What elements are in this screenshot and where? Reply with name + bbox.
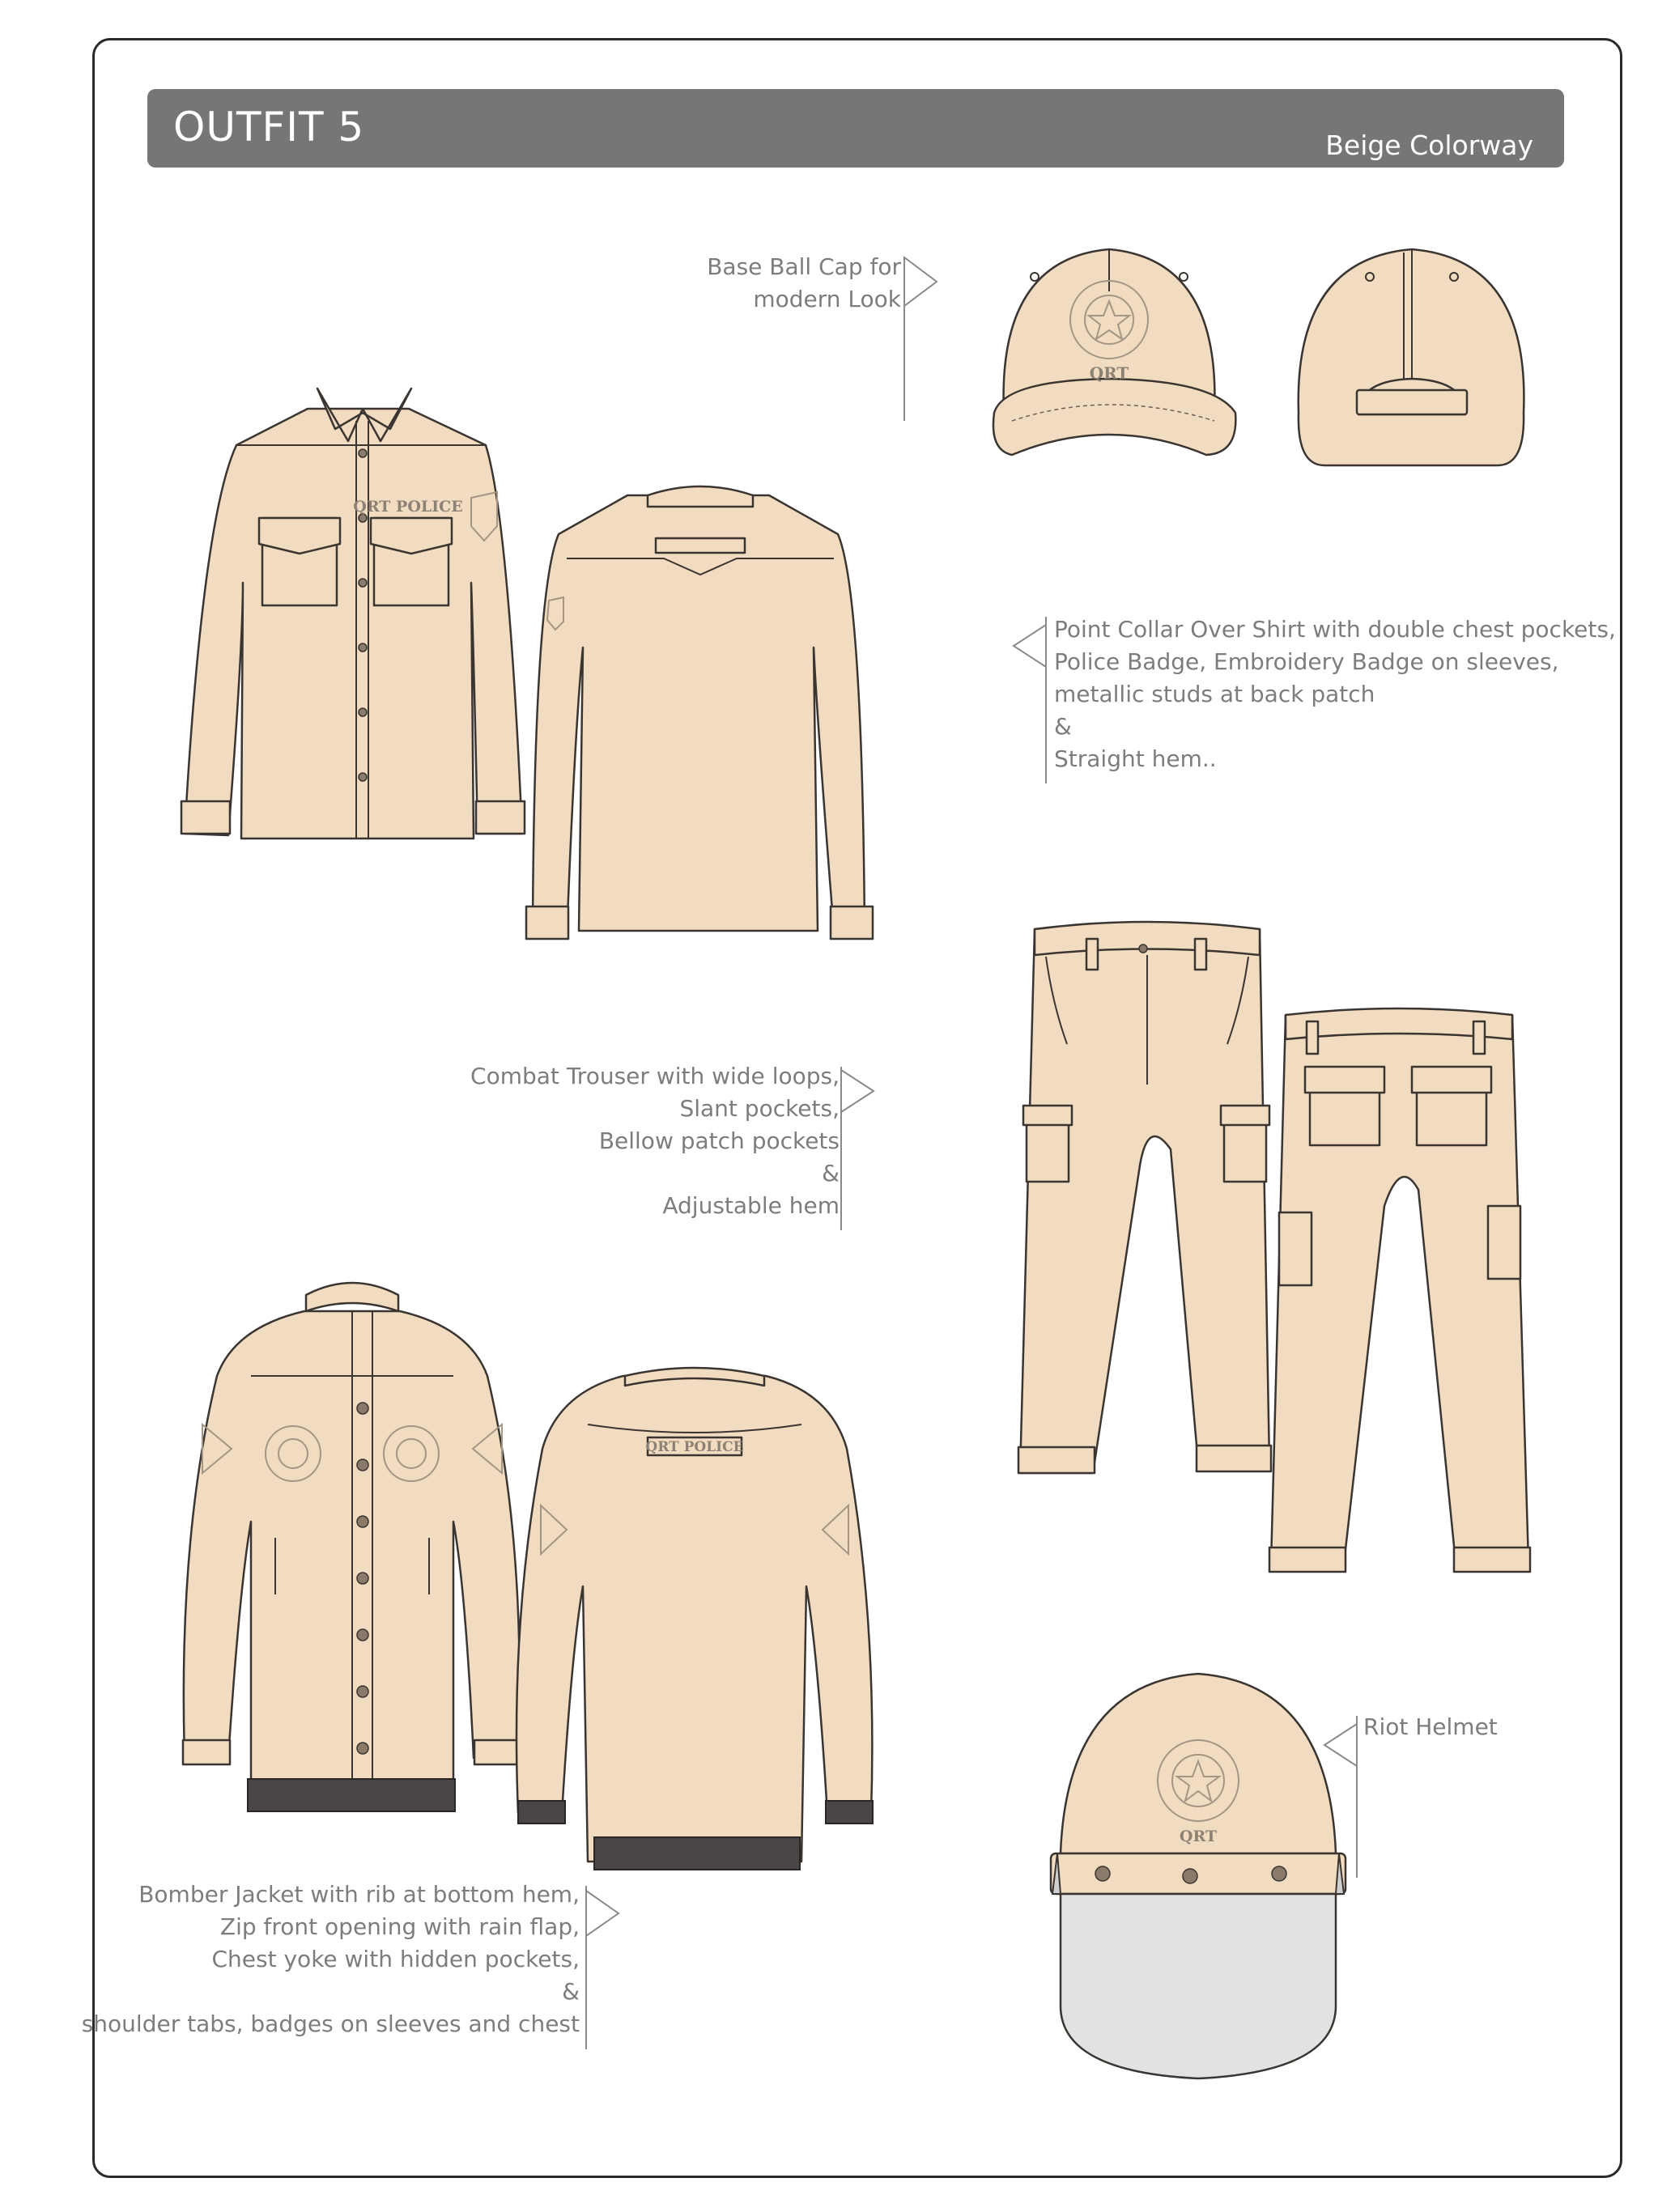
jacket-note-line: Chest yoke with hidden pockets,: [211, 1946, 580, 1972]
jacket-front-illustration: [183, 1283, 521, 1811]
shirt-chest-text: QRT POLICE: [353, 498, 463, 516]
trouser-note-line: Adjustable hem: [662, 1192, 840, 1219]
jacket-note-line: Bomber Jacket with rib at bottom hem,: [138, 1881, 580, 1908]
cap-note-line: modern Look: [753, 286, 901, 312]
cap-back-illustration: [1299, 249, 1524, 465]
shirt-note-line: Straight hem..: [1054, 745, 1217, 772]
cap-badge-text: QRT: [1089, 363, 1129, 383]
cap-note-line: Base Ball Cap for: [707, 253, 901, 280]
helmet-note-line: Riot Helmet: [1363, 1713, 1498, 1740]
page-title: OUTFIT 5: [173, 104, 365, 151]
trouser-front-illustration: [1018, 922, 1271, 1473]
riot-helmet-illustration: [1051, 1674, 1346, 2078]
jacket-note-marker: [586, 1886, 619, 2049]
shirt-note-line: metallic studs at back patch: [1054, 681, 1375, 707]
trouser-note-line: &: [822, 1160, 840, 1187]
trouser-note-line: Combat Trouser with wide loops,: [470, 1063, 840, 1089]
shirt-note-line: Point Collar Over Shirt with double chest pockets,: [1054, 616, 1616, 643]
jacket-back-illustration: [517, 1368, 873, 1870]
colorway-label: Beige Colorway: [1325, 129, 1533, 161]
trouser-note-line: Slant pockets,: [679, 1095, 840, 1122]
trouser-back-illustration: [1269, 1008, 1530, 1572]
jacket-note-line: &: [562, 1978, 580, 2005]
trouser-note-line: Bellow patch pockets: [598, 1127, 840, 1154]
cap-note-marker: [904, 257, 937, 421]
shirt-front-illustration: [181, 388, 525, 839]
jacket-note-line: shoulder tabs, badges on sleeves and chest: [81, 2010, 580, 2037]
shirt-note-marker: [1014, 617, 1046, 783]
shirt-back-illustration: [526, 486, 873, 939]
shirt-note-line: &: [1054, 713, 1072, 740]
jacket-note-line: Zip front opening with rain flap,: [219, 1913, 580, 1940]
jacket-back-text: QRT POLICE: [645, 1439, 744, 1455]
cap-front-illustration: [993, 249, 1235, 455]
shirt-note-line: Police Badge, Embroidery Badge on sleeves,: [1054, 648, 1559, 675]
helmet-badge-text: QRT: [1179, 1828, 1218, 1845]
trouser-note-marker: [841, 1067, 874, 1230]
